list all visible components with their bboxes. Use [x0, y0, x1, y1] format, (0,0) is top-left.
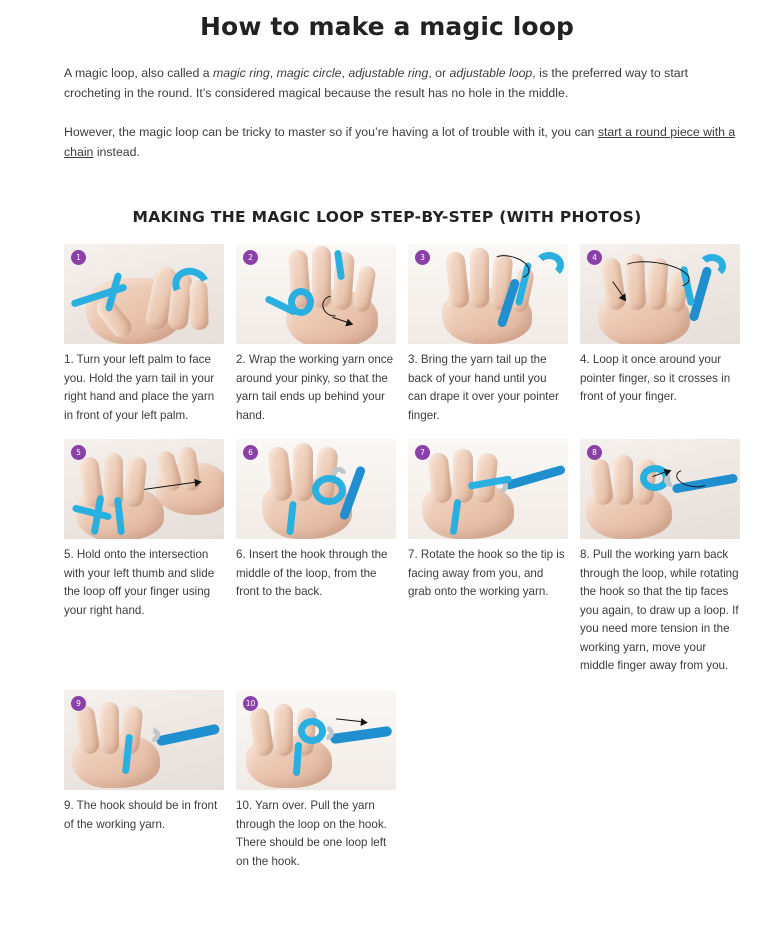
step-caption-3: 3. Bring the yarn tail up the back of your hand until you can drape it over your pointer finger. [408, 353, 559, 422]
step-badge-2: 2 [243, 250, 258, 265]
sep-2: , [341, 66, 349, 80]
intro-paragraph-1 [64, 63, 748, 104]
step-8-photo [580, 439, 740, 539]
step-1-photo [64, 244, 224, 344]
step-7-photo [408, 439, 568, 539]
term-magic-circle: magic circle [276, 66, 342, 80]
step-3-photo [408, 244, 568, 344]
steps-grid [64, 244, 756, 871]
intro-p2-part1: However, the magic loop can be tricky to master so if you’re having a lot of trouble with it, you can [64, 124, 598, 139]
term-adjustable-ring: adjustable ring [348, 66, 429, 80]
step-badge-7: 7 [415, 445, 430, 460]
step-caption-4: 4. Loop it once around your pointer finger, so it crosses in front of your finger. [580, 353, 731, 404]
step-badge-5: 5 [71, 445, 86, 460]
intro-paragraph-2 [64, 122, 748, 163]
step-item-1 [64, 244, 224, 425]
chain-start-link[interactable]: start a round piece with a chain [64, 124, 736, 159]
step-caption-9: 9. The hook should be in front of the working yarn. [64, 799, 218, 831]
step-badge-9: 9 [71, 696, 86, 711]
step-caption-7: 7. Rotate the hook so the tip is facing away from you, and grab onto the working yarn. [408, 548, 565, 599]
step-item-4 [580, 244, 740, 425]
intro-p1-part1: A magic loop, also called a [64, 66, 214, 80]
step-badge-1: 1 [71, 250, 86, 265]
step-item-10 [236, 690, 396, 871]
step-6-photo [236, 439, 396, 539]
step-item-5 [64, 439, 224, 676]
step-4-photo [580, 244, 740, 344]
step-caption-8: 8. Pull the working yarn back through the loop, while rotating the hook so that the tip faces you again, to draw up a loop. If you need more tension in the working yarn, move your middle finger away from you. [580, 548, 739, 673]
section-heading: MAKING THE MAGIC LOOP STEP-BY-STEP (WITH PHOTOS) [132, 208, 642, 226]
step-caption-6: 6. Insert the hook through the middle of the loop, from the front to the back. [236, 548, 388, 599]
term-magic-ring: magic ring [213, 66, 270, 80]
step-caption-1: 1. Turn your left palm to face you. Hold the yarn tail in your right hand and place the yarn in front of your left palm. [64, 353, 215, 422]
step-badge-6: 6 [243, 445, 258, 460]
step-badge-4: 4 [587, 250, 602, 265]
step-caption-5: 5. Hold onto the intersection with your left thumb and slide the loop off your finger using your right hand. [64, 548, 215, 617]
step-item-2 [236, 244, 396, 425]
step-item-7 [408, 439, 568, 676]
step-item-3 [408, 244, 568, 425]
sep-3: , or [428, 66, 450, 80]
step-10-photo [236, 690, 396, 790]
step-item-8 [580, 439, 740, 676]
page-title: How to make a magic loop [200, 12, 574, 41]
step-2-photo [236, 244, 396, 344]
step-item-9 [64, 690, 224, 871]
sep-1: , [269, 66, 277, 80]
intro-p2-part2: instead. [93, 144, 140, 159]
step-9-photo [64, 690, 224, 790]
step-5-photo [64, 439, 224, 539]
step-caption-10: 10. Yarn over. Pull the yarn through the loop on the hook. There should be one loop left on the hook. [236, 799, 387, 868]
step-item-6 [236, 439, 396, 676]
step-badge-10: 10 [243, 696, 258, 711]
step-caption-2: 2. Wrap the working yarn once around your pinky, so that the yarn tail ends up behind your hand. [236, 353, 394, 422]
intro-text [0, 63, 774, 162]
step-badge-3: 3 [415, 250, 430, 265]
intro-p1-part2: , is the preferred way to start crocheting in the round. It’s considered magical because the result has no hole in the middle. [64, 66, 689, 101]
term-adjustable-loop: adjustable loop [449, 66, 533, 80]
step-badge-8: 8 [587, 445, 602, 460]
